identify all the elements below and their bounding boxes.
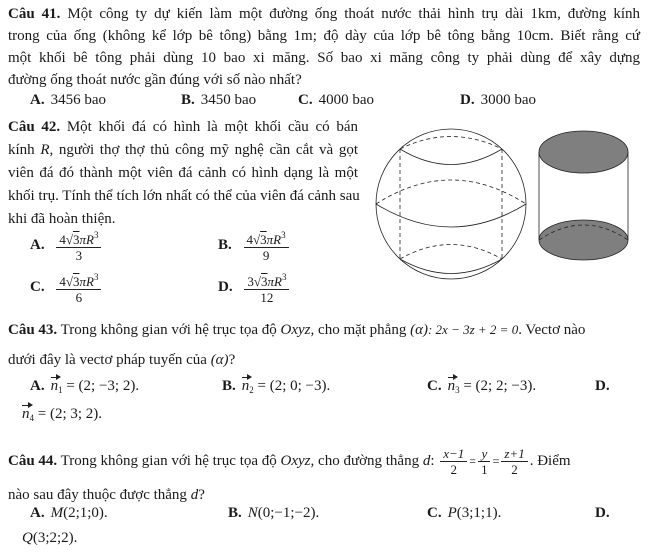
q42-option-a[interactable]: A. $\frac{4√3\pi R^3}{3}$ [30,228,103,263]
q41-option-d[interactable]: D. 3000 bao [460,92,537,108]
q42-option-c[interactable]: C. $\frac{4√3\pi R^3}{6}$ [30,270,103,305]
q42-figure [355,110,652,310]
q41-label: Câu 41. [8,6,61,22]
q42-option-d-fraction: $\frac{3√3\pi R^3}{12}$ [244,270,289,305]
q41-line-3: một khối bê tông phải dùng 10 bao xi măng. Số bao xi măng công ty phải dùng để xây dựng [8,50,640,66]
q43-equation: : 2x − 3z + 2 = 0 [427,322,519,337]
q42-line-4: khối trụ. Tính thể tích lớn nhất có thể của viên đá cảnh sau [8,188,360,204]
q44-option-b[interactable]: B. N(0;−1;−2). [228,505,320,521]
q44-line-1: Câu 44. Trong không gian với hệ trục tọa độ Oxyz, cho đường thẳng d: $\frac{x-1}{2}$ = $\frac{y}{1}$ = $\frac{z+1}{2}$ . Điểm [8,446,571,478]
q43-option-b[interactable]: B. $n_2 = (2$; 0; −3). [222,378,331,395]
q42-line-2: kính R, người thợ thợ thủ công mỹ nghệ cần cắt và gọt [8,142,359,158]
sphere-equator-back [376,180,526,204]
q42-line-3: viên đá đó thành một viên đá cảnh có hình dạng là một [8,165,358,181]
q42-option-a-fraction: $\frac{4√3\pi R^3}{3}$ [56,228,101,263]
q44-option-d[interactable]: D. [595,505,610,521]
q43-option-a[interactable]: A. $n_1 = (2$; −3; 2). [30,378,140,395]
q42-line-5: khi đã hoàn thiện. [8,211,116,227]
q42-option-b[interactable]: B. $\frac{4√3\pi R^3}{9}$ [218,228,291,263]
q44-fraction-z: $\frac{z+1}{2}$ [501,446,527,477]
sphere-outline [376,129,526,279]
q43-label: Câu 43. [8,322,58,338]
sphere-with-cylinder-figure [376,129,526,279]
inner-cylinder-bottom-front [400,259,502,274]
q42-label: Câu 42. [8,119,61,135]
sphere-equator-front [376,204,526,227]
cylinder-top-face [539,131,628,173]
q44-label: Câu 44. [8,453,58,469]
inner-cylinder-top-front [400,149,502,165]
q42-line-1: Câu 42. Một khối đá có hình là một khối cầu có bán [8,119,358,135]
q41-line-2: trong của ống (không kể lớp bê tông) bằng 1m; độ dày của lớp bê tông bằng 10cm. Biết rằng cứ [8,28,640,44]
q41-option-b[interactable]: B. 3450 bao [181,92,257,108]
q44-fraction-y: $\frac{y}{1}$ [478,446,491,477]
q43-line-2: dưới đây là vectơ pháp tuyến của (α)? [8,352,236,368]
q41-option-a[interactable]: A. 3456 bao [30,92,107,108]
cylinder-figure [539,131,628,260]
inner-cylinder-bottom-back [400,245,502,260]
q43-option-d-value[interactable]: $n_4 = (2$; 3; 2). [22,406,103,423]
q42-option-d[interactable]: D. $\frac{3√3\pi R^3}{12}$ [218,270,291,305]
q44-fraction-x: $\frac{x-1}{2}$ [440,446,467,477]
q44-line-2: nào sau đây thuộc được thẳng d? [8,487,205,503]
q44-option-a[interactable]: A. M(2;1;0). [30,505,108,521]
cylinder-bottom-face [539,220,628,260]
q43-option-d[interactable]: D. [595,378,610,394]
q42-option-b-fraction: $\frac{4√3\pi R^3}{9}$ [244,228,289,263]
q44-option-c[interactable]: C. P(3;1;1). [427,505,502,521]
q43-line-1: Câu 43. Trong không gian với hệ trục tọa độ Oxyz, cho mặt phẳng (α): 2x − 3z + 2 = 0. Vectơ nào [8,322,586,338]
q43-option-c[interactable]: C. $n_3 = (2$; 2; −3). [427,378,537,395]
q41-line-4: đường ống thoát nước gần đúng với số nào nhất? [8,72,302,88]
q42-option-c-fraction: $\frac{4√3\pi R^3}{6}$ [56,270,101,305]
q44-option-d-value[interactable]: Q(3;2;2). [22,530,78,546]
q41-line-1: Câu 41. Một công ty dự kiến làm một đường ống thoát nước thải hình trụ dài 1km, đường kính [8,6,640,22]
q41-option-c[interactable]: C. 4000 bao [298,92,375,108]
